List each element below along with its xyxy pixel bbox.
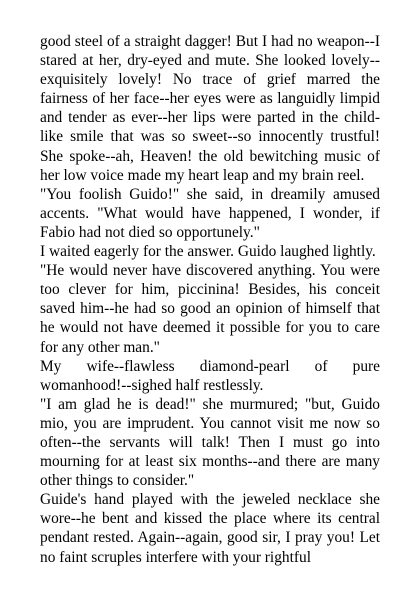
paragraph-1: good steel of a straight dagger! But I had no weapon--I stared at her, dry-eyed and mute. She looked lovely--exquisitely lovely! No trace of grief marred the fairness of her face--her eyes were as languidly limpid and tender as ever--her lips were parted in the child-like smile that was so sweet--so innocently trustful! She spoke--ah, Heaven! the old bewitching music of her low voice made my heart leap and my brain reel. xyxy=(40,33,380,184)
body-text xyxy=(40,32,380,567)
paragraph-5: My wife--flawless diamond-pearl of pure womanhood!--sighed half restlessly. xyxy=(40,357,380,394)
paragraph-6: "I am glad he is dead!" she murmured; "but, Guido mio, you are imprudent. You cannot visit me now so often--the servants will talk! Then I must go into mourning for at least six months--and there are many other things to consider." xyxy=(40,395,380,490)
paragraph-2: "You foolish Guido!" she said, in dreamily amused accents. "What would have happened, I wonder, if Fabio had not died so opportunely." xyxy=(40,185,380,241)
paragraph-3: I waited eagerly for the answer. Guido laughed lightly. xyxy=(40,243,376,261)
paragraph-4: "He would never have discovered anything. You were too clever for him, piccinina! Besides, his conceit saved him--he had so good an opinion of himself that he would not have deemed it possible for you to care for any other man." xyxy=(40,262,380,356)
paragraph-7: Guide's hand played with the jeweled necklace she wore--he bent and kissed the place where its central pendant rested. Again--again, good sir, I pray you! Let no faint scruples interfere with your rightful xyxy=(40,491,380,566)
